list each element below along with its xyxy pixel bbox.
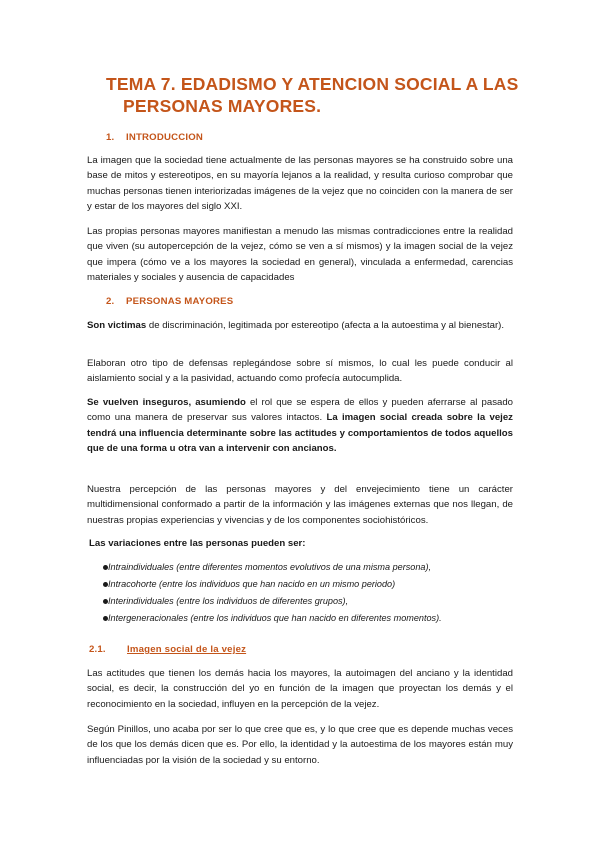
title-line-2: PERSONAS MAYORES. (123, 96, 322, 116)
paragraph-text: de discriminación, legitimada por estereotipo (afecta a la autoestima y al bienestar). (146, 320, 505, 331)
section-title: Imagen social de la vejez (127, 644, 247, 655)
mayores-paragraph-2: Elaboran otro tipo de defensas replegándose sobre sí mismos, lo cual les puede conducir al aislamiento social y a la pasividad, actuando como profecía autocumplida. (87, 358, 513, 385)
section-title: PERSONAS MAYORES (126, 296, 234, 307)
list-item: Intracohorte (entre los individuos que han nacido en un mismo periodo) (108, 579, 396, 589)
list-item: Interindividuales (entre los individuos de diferentes grupos), (108, 596, 349, 606)
section-heading-personas-mayores (106, 296, 233, 307)
paragraph-text: el rol que se espera de ellos y pueden aferrarse al pasado como una manera de preservar sus valores intactos. (87, 397, 513, 424)
bold-phrase: Se vuelven inseguros, asumiendo (87, 397, 246, 408)
title-line-1: TEMA 7. EDADISMO Y ATENCION SOCIAL A LAS (106, 74, 519, 94)
bold-phrase: Son victimas (87, 320, 147, 331)
list-item: Intraindividuales (entre diferentes momentos evolutivos de una misma persona), (108, 562, 431, 572)
page-title (106, 73, 536, 117)
variations-heading: Las variaciones entre las personas pueden ser: (89, 538, 306, 549)
mayores-paragraph-1 (87, 318, 513, 333)
imagen-paragraph-2: Según Pinillos, uno acaba por ser lo que cree que es, y lo que cree que es depende muchas veces de los que los demás dicen que es. Por ello, la identidad y la autoestima de los mayores están muy influenciadas por la visión de la sociedad y su entorno. (87, 724, 513, 766)
list-item: Intergeneracionales (entre los individuos que han nacido en diferentes momentos). (108, 613, 442, 623)
section-heading-imagen-social (89, 644, 246, 655)
section-heading-introduccion (106, 132, 203, 143)
mayores-paragraph-4: Nuestra percepción de las personas mayores y del envejecimiento tiene un carácter multidimensional conformado a partir de la información y las imágenes externas que nos llegan, de nuestras propias experiencias y vivencias y de los componentes sociohistóricos. (87, 484, 513, 526)
intro-paragraph-1: La imagen que la sociedad tiene actualmente de las personas mayores se ha construido sobre una base de mitos y estereotipos, en su mayoría lejanos a la realidad, y resulta curioso comprobar que muchas personas tienen interiorizadas imágenes de la vejez que no coinciden con la manera de ser y estar de los mayores del siglo XXI. (87, 155, 513, 213)
bold-statement: La imagen social creada sobre la vejez tendrá una influencia determinante sobre las actitudes y comportamientos de todos aquellos que de una forma u otra van a intervenir con ancianos. (87, 412, 513, 455)
imagen-paragraph-1: Las actitudes que tienen los demás hacia los mayores, la autoimagen del anciano y la identidad social, es decir, la construcción del yo en función de la imagen que proyectan los demás y el reconocimiento en la sociedad, influyen en la percepción de la vejez. (87, 668, 513, 710)
section-number: 1. (106, 132, 115, 143)
mayores-paragraph-3 (87, 395, 513, 457)
section-number: 2.1. (89, 644, 106, 655)
intro-paragraph-2: Las propias personas mayores manifiestan a menudo las mismas contradicciones entre la realidad que viven (su autopercepción de la vejez, cómo se ven a sí mismos) y la imagen social de la vejez que impera (cómo ve a los mayores la sociedad en general), vinculada a enfermedad, carencias materiales y sociales y ausencia de capacidades (87, 226, 513, 284)
section-title: INTRODUCCION (126, 132, 204, 143)
section-number: 2. (106, 296, 115, 307)
